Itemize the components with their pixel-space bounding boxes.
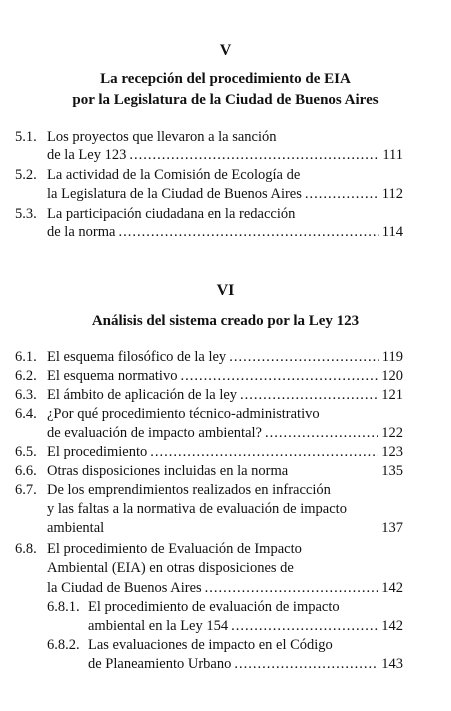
entry-title-line1: El procedimiento de evaluación de impacto [88,599,340,615]
entry-page-number: 137 [381,520,403,536]
entry-page-number: 114 [381,224,403,240]
entry-page-number: 112 [381,186,403,202]
dot-leader [229,349,379,366]
entry-leader-line [47,463,403,480]
entry-leader-line [47,387,403,404]
chapter-vi-title: Análisis del sistema creado por la Ley 123 [91,313,360,329]
entry-number: 6.7. [15,482,37,498]
entry-title: El procedimiento [47,444,148,460]
entry-title-line1: ¿Por qué procedimiento técnico-administrativo [47,406,320,422]
entry-title: Otras disposiciones incluidas en la norma [47,463,289,479]
dot-leader [240,387,378,404]
entry-number: 5.2. [15,167,37,183]
entry-title-line2: la Legislatura de la Ciudad de Buenos Aires [47,186,302,202]
entry-title-line2: de Planeamiento Urbano [88,656,232,672]
chapter-vi-number: VI [216,282,235,299]
entry-number: 6.2. [15,368,37,384]
entry-page-number: 142 [381,580,403,596]
entry-leader-line [47,349,403,366]
entry-leader-line [47,580,403,597]
dot-leader [150,444,378,461]
entry-number: 6.5. [15,444,37,460]
entry-page-number: 111 [382,147,403,163]
entry-title-line1: De los emprendimientos realizados en infracción [47,482,331,498]
entry-page-number: 121 [381,387,403,403]
entry-title-line2: Ambiental (EIA) en otras disposiciones de [47,560,294,576]
entry-title-line3: la Ciudad de Buenos Aires [47,580,202,596]
entry-leader-line [88,618,403,635]
entry-title-line2: de la Ley 123 [47,147,127,163]
chapter-v-title-line1: La recepción del procedimiento de EIA [100,71,351,87]
entry-number: 6.8.2. [47,637,80,653]
entry-title-line1: La actividad de la Comisión de Ecología de [47,167,301,183]
dot-leader [129,147,379,164]
entry-number: 5.1. [15,129,37,145]
entry-title-line2: y las faltas a la normativa de evaluación de impacto [47,501,347,517]
entry-leader-line [47,186,403,203]
entry-title-line1: Los proyectos que llevaron a la sanción [47,129,277,145]
entry-leader-line [47,444,403,461]
entry-page-number: 135 [381,463,403,479]
dot-leader [234,656,378,673]
entry-number: 6.3. [15,387,37,403]
entry-page-number: 120 [381,368,403,384]
entry-title: El esquema normativo [47,368,178,384]
entry-number: 6.4. [15,406,37,422]
entry-page-number: 143 [381,656,403,672]
entry-leader-line [88,656,403,673]
entry-title-line1: El procedimiento de Evaluación de Impacto [47,541,302,557]
entry-page-number: 122 [381,425,403,441]
dot-leader [231,618,378,635]
dot-leader [118,224,378,241]
entry-number: 6.1. [15,349,37,365]
entry-title: El ámbito de aplicación de la ley [47,387,238,403]
entry-leader-line [47,224,403,241]
entry-leader-line [47,425,403,442]
dot-leader [180,368,378,385]
entry-leader-line [47,520,403,537]
entry-title-line3: ambiental [47,520,105,536]
entry-page-number: 123 [381,444,403,460]
chapter-v-number: V [219,42,232,59]
entry-number: 6.8. [15,541,37,557]
entry-title-line1: Las evaluaciones de impacto en el Código [88,637,333,653]
entry-number: 5.3. [15,206,37,222]
dot-leader [265,425,378,442]
entry-page-number: 119 [381,349,403,365]
chapter-v-title-line2: por la Legislatura de la Ciudad de Buenos Aires [72,92,379,108]
entry-title-line2: ambiental en la Ley 154 [88,618,229,634]
entry-number: 6.6. [15,463,37,479]
entry-leader-line [47,147,403,164]
entry-title-line1: La participación ciudadana en la redacción [47,206,296,222]
entry-title-line2: de evaluación de impacto ambiental? [47,425,262,441]
entry-number: 6.8.1. [47,599,80,615]
dot-leader [205,580,379,597]
entry-title-line2: de la norma [47,224,116,240]
dot-leader [305,186,379,203]
entry-page-number: 142 [381,618,403,634]
entry-title: El esquema filosófico de la ley [47,349,227,365]
entry-leader-line [47,368,403,385]
